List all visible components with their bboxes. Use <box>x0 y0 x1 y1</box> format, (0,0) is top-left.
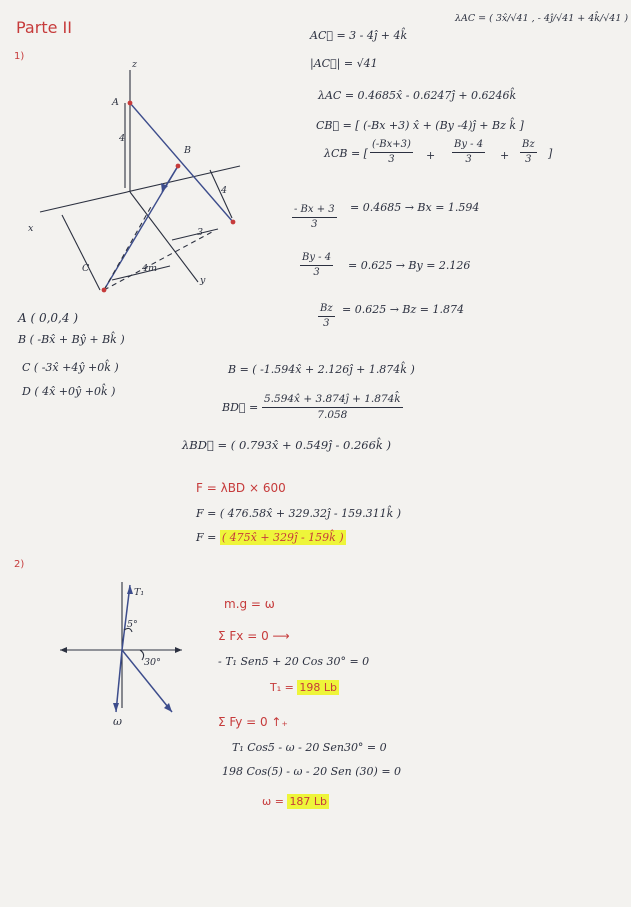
eq-bd-label: BD⃗ = <box>222 401 259 414</box>
eq-force-full: F = ( 476.58x̂ + 329.32ĵ - 159.311k̂ ) <box>196 507 402 520</box>
point-b <box>176 164 181 169</box>
tension-arrowhead <box>127 585 133 594</box>
frac-bd: $\frac{5.594x̂ + 3.874ĵ + 1.874k̂}{7.058}$ <box>264 393 401 421</box>
frac-cb-2: $\frac{By - 4}{3}$ <box>454 139 484 165</box>
label-c: C <box>82 263 90 274</box>
frac-cb-1: $\frac{(-Bx+3)}{3}$ <box>372 139 411 165</box>
point-a <box>128 101 133 106</box>
dim-label-a: 4 <box>119 133 126 144</box>
point-a-coords: A ( 0,0,4 ) <box>18 311 79 325</box>
eq-lambda-bd: λBD⃗ = ( 0.793x̂ + 0.549ĵ - 0.266k̂ ) <box>182 438 392 452</box>
point-c-coords: C ( -3x̂ +4ŷ +0k̂ ) <box>22 361 119 374</box>
t1-value-highlight: 198 Lb <box>299 681 337 694</box>
dim-c-left <box>62 215 100 290</box>
eq-sum-fx: Σ Fx = 0 ⟶ <box>218 629 290 643</box>
y-axis <box>130 192 198 282</box>
dim-4m <box>112 263 170 280</box>
eq-lambda-ac: λAC = 0.4685x̂ - 0.6247ĵ + 0.6246k̂ <box>318 89 517 102</box>
frac-bz: $\frac{Bz}{3}$ <box>320 303 333 329</box>
eq-sum-fy: Σ Fy = 0 ↑₊ <box>218 715 288 729</box>
eq-bx-result: = 0.4685 → Bx = 1.594 <box>350 201 480 214</box>
label-t1: T₁ <box>134 587 145 598</box>
dim-label-c: 3 <box>197 227 204 238</box>
eq-force-final <box>196 532 346 543</box>
force-arrowhead <box>161 183 168 192</box>
eq-cb-vector: CB⃗ = [ (-Bx +3) x̂ + (By -4)ĵ + Bz k̂ ] <box>316 119 524 132</box>
line-bc <box>104 166 178 290</box>
part-title: Parte II <box>16 18 72 37</box>
eq-force-definition: F = λBD × 600 <box>196 481 286 495</box>
point-c <box>102 288 107 293</box>
problem-1-label: 1) <box>14 51 25 62</box>
eq-lambda-cb-close: ] <box>548 147 553 160</box>
point-d <box>231 220 236 225</box>
eq-lambda-cb-plus2: + <box>500 149 510 162</box>
eq-lambda-cb-plus1: + <box>426 149 436 162</box>
eq-w-prefix: ω = <box>262 795 284 808</box>
dash-c-d <box>104 232 212 290</box>
eq-t1-prefix: T₁ = <box>270 681 294 694</box>
eq-mg: m.g = ω <box>224 597 275 611</box>
label-x: x <box>28 223 34 234</box>
eq-lambda-ac-frac: λAC = ( 3x̂/√41 , - 4ĵ/√41 + 4k̂/√41 ) <box>455 13 629 24</box>
eq-fx: - T₁ Sen5 + 20 Cos 30° = 0 <box>218 655 370 668</box>
eq-w-result <box>262 796 329 807</box>
frac-by: $\frac{By - 4}{3}$ <box>302 252 332 278</box>
x-axis <box>40 166 240 212</box>
force-final-highlight: ( 475x̂ + 329ĵ - 159k̂ ) <box>221 531 344 544</box>
dim-3 <box>172 229 218 240</box>
eq-ac-magnitude: |AC⃗| = √41 <box>310 57 378 70</box>
eq-fy-2: 198 Cos(5) - ω - 20 Sen (30) = 0 <box>222 765 402 778</box>
frac-cb-3: $\frac{Bz}{3}$ <box>522 139 535 165</box>
fb-left-arrowhead <box>60 647 67 653</box>
eq-ac-vector: AC⃗ = 3 - 4ĵ + 4k̂ <box>310 29 408 42</box>
weight-arrowhead <box>113 703 119 712</box>
label-angle-30: 30° <box>144 657 161 668</box>
point-d-coords: D ( 4x̂ +0ŷ +0k̂ ) <box>22 385 116 398</box>
label-y: y <box>200 275 206 286</box>
dash-c-origin <box>104 205 152 290</box>
point-b-coords: B ( -Bx̂ + Bŷ + Bk̂ ) <box>18 333 125 346</box>
weight-vector <box>116 650 122 712</box>
frac-bx: $\frac{- Bx + 3}{3}$ <box>294 204 335 230</box>
force-20-arrowhead <box>164 703 172 712</box>
label-weight: ω <box>113 715 122 728</box>
eq-force-final-prefix: F = <box>196 531 217 544</box>
eq-t1-result <box>270 682 339 693</box>
dim-label-b: 4 <box>221 185 228 196</box>
tension-vector <box>122 585 130 650</box>
label-z: z <box>132 59 138 70</box>
eq-b-point: B = ( -1.594x̂ + 2.126ĵ + 1.874k̂ ) <box>228 363 415 376</box>
eq-lambda-cb-open: λCB = [ <box>324 147 368 160</box>
fb-right-arrowhead <box>175 647 182 653</box>
eq-fy-1: T₁ Cos5 - ω - 20 Sen30° = 0 <box>232 741 387 754</box>
label-b: B <box>184 145 191 156</box>
eq-bz-result: = 0.625 → Bz = 1.874 <box>342 303 464 316</box>
dim-label-d: 4m <box>142 263 158 274</box>
eq-by-result: = 0.625 → By = 2.126 <box>348 259 471 272</box>
problem-2-label: 2) <box>14 559 25 570</box>
w-value-highlight: 187 Lb <box>289 795 328 808</box>
line-ad <box>130 103 233 222</box>
force-arrow <box>162 166 178 192</box>
label-a: A <box>112 97 119 108</box>
label-angle-5: 5° <box>127 619 138 630</box>
